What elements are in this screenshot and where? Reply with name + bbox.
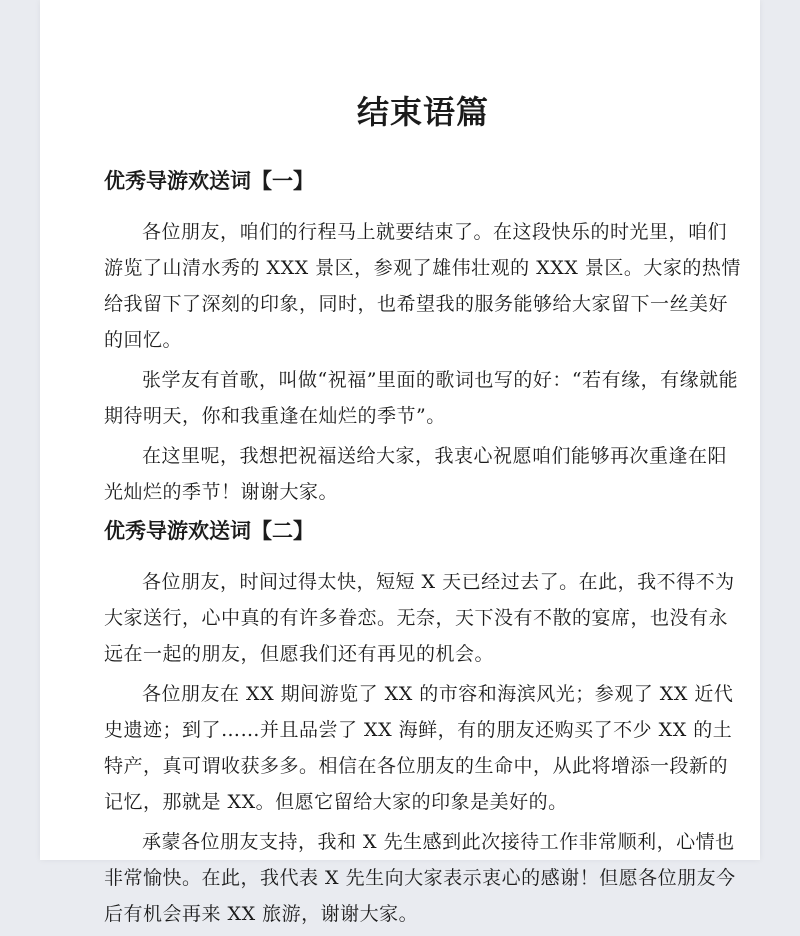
paragraph: 承蒙各位朋友支持，我和 X 先生感到此次接待工作非常顺利，心情也非常愉快。在此，我代表 X 先生向大家表示衷心的感谢！但愿各位朋友今后有机会再来 XX 旅游，谢谢大家。 [104,831,736,925]
document-content [104,0,742,936]
document-title: 结束语篇 [356,93,489,131]
paragraph: 张学友有首歌，叫做“祝福”里面的歌词也写的好：“若有缘，有缘就能期待明天，你和我重逢在灿烂的季节”。 [104,369,739,427]
paragraph: 各位朋友，咱们的行程马上就要结束了。在这段快乐的时光里，咱们游览了山清水秀的 XXX 景区，参观了雄伟壮观的 XXX 景区。大家的热情给我留下了深刻的印象，同时，也希望我的服务能够给大家留下一丝美好的回忆。 [104,221,741,351]
section-heading: 优秀导游欢送词【一】 [104,169,314,193]
paragraph: 各位朋友在 XX 期间游览了 XX 的市容和海滨风光；参观了 XX 近代史遗迹；到了……并且品尝了 XX 海鲜，有的朋友还购买了不少 XX 的土特产，真可谓收获多多。相信在各位朋友的生命中，从此将增添一段新的记忆，那就是 XX。但愿它留给大家的印象是美好的。 [104,683,734,813]
paragraph: 各位朋友，时间过得太快，短短 X 天已经过去了。在此，我不得不为大家送行，心中真的有许多眷恋。无奈，天下没有不散的宴席，也没有永远在一起的朋友，但愿我们还有再见的机会。 [104,571,735,665]
section-heading: 优秀导游欢送词【二】 [104,519,314,543]
section-farewell-2 [104,518,742,932]
section-farewell-1 [104,168,742,510]
paragraph: 在这里呢，我想把祝福送给大家，我衷心祝愿咱们能够再次重逢在阳光灿烂的季节！谢谢大家。 [104,445,728,503]
document-page [40,0,760,925]
